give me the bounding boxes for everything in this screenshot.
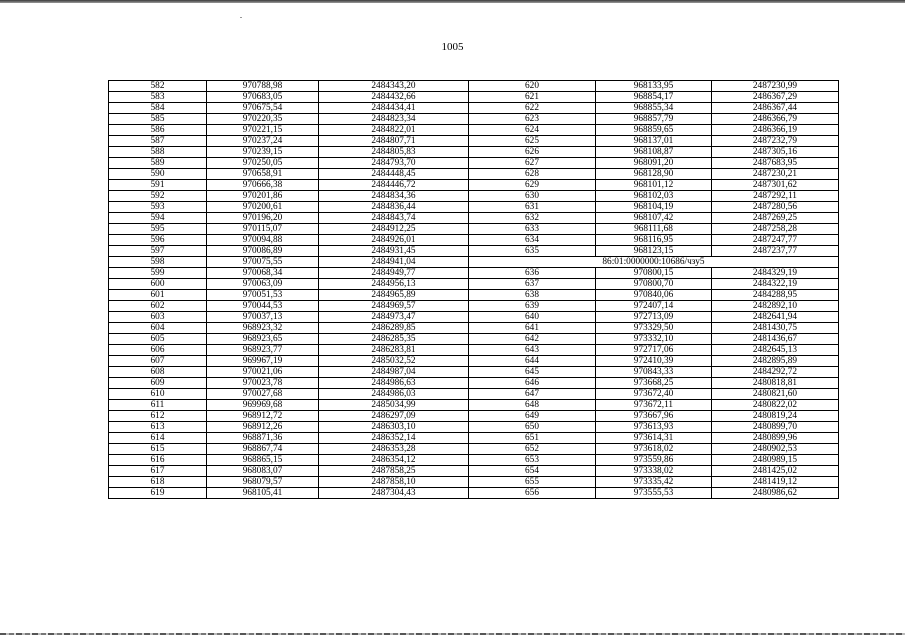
right-y-coordinate: 2484329,19: [712, 268, 839, 279]
right-y-coordinate: 2487230,99: [712, 81, 839, 92]
right-x-coordinate: 973618,02: [596, 444, 712, 455]
right-point-number: 646: [469, 378, 596, 389]
left-x-coordinate: 970201,86: [207, 191, 319, 202]
coordinates-table-body: [109, 81, 839, 499]
left-y-coordinate: 2487304,43: [319, 488, 469, 499]
table-row: [109, 103, 839, 114]
right-y-coordinate: 2487237,77: [712, 246, 839, 257]
right-point-number: 651: [469, 433, 596, 444]
table-row: [109, 125, 839, 136]
table-row: [109, 466, 839, 477]
left-y-coordinate: 2484912,25: [319, 224, 469, 235]
left-point-number: 588: [109, 147, 207, 158]
right-y-coordinate: 2481436,67: [712, 334, 839, 345]
left-point-number: 591: [109, 180, 207, 191]
right-y-coordinate: 2484292,72: [712, 367, 839, 378]
left-point-number: 611: [109, 400, 207, 411]
left-point-number: 616: [109, 455, 207, 466]
left-y-coordinate: 2484926,01: [319, 235, 469, 246]
left-point-number: 607: [109, 356, 207, 367]
left-x-coordinate: 968923,32: [207, 323, 319, 334]
left-y-coordinate: 2484836,44: [319, 202, 469, 213]
left-y-coordinate: 2484956,13: [319, 279, 469, 290]
left-x-coordinate: 970250,05: [207, 158, 319, 169]
left-x-coordinate: 970068,34: [207, 268, 319, 279]
table-row: [109, 213, 839, 224]
right-x-coordinate: 972407,14: [596, 301, 712, 312]
right-x-coordinate: 972713,09: [596, 312, 712, 323]
left-point-number: 582: [109, 81, 207, 92]
left-x-coordinate: 968871,36: [207, 433, 319, 444]
table-row: [109, 444, 839, 455]
left-y-coordinate: 2486285,35: [319, 334, 469, 345]
right-x-coordinate: 968104,19: [596, 202, 712, 213]
right-y-coordinate: 2487269,25: [712, 213, 839, 224]
left-point-number: 583: [109, 92, 207, 103]
scan-speck: [240, 17, 242, 18]
table-row: [109, 114, 839, 125]
table-row: [109, 136, 839, 147]
right-point-number: 650: [469, 422, 596, 433]
left-x-coordinate: 968923,65: [207, 334, 319, 345]
left-point-number: 615: [109, 444, 207, 455]
left-y-coordinate: 2484843,74: [319, 213, 469, 224]
left-point-number: 585: [109, 114, 207, 125]
left-x-coordinate: 970237,24: [207, 136, 319, 147]
right-y-coordinate: 2487247,77: [712, 235, 839, 246]
right-y-coordinate: 2487301,62: [712, 180, 839, 191]
left-point-number: 598: [109, 257, 207, 268]
right-x-coordinate: 968137,01: [596, 136, 712, 147]
right-y-coordinate: 2480821,60: [712, 389, 839, 400]
right-x-coordinate: 972717,06: [596, 345, 712, 356]
right-point-number: 628: [469, 169, 596, 180]
left-x-coordinate: 968083,07: [207, 466, 319, 477]
right-point-number: 654: [469, 466, 596, 477]
right-point-number: 637: [469, 279, 596, 290]
right-x-coordinate: 968857,79: [596, 114, 712, 125]
right-y-coordinate: 2487232,79: [712, 136, 839, 147]
table-row: [109, 378, 839, 389]
left-y-coordinate: 2484949,77: [319, 268, 469, 279]
table-row: [109, 235, 839, 246]
right-y-coordinate: 2480902,53: [712, 444, 839, 455]
table-row: [109, 257, 839, 268]
left-x-coordinate: 970063,09: [207, 279, 319, 290]
left-y-coordinate: 2484448,45: [319, 169, 469, 180]
right-x-coordinate: 968859,65: [596, 125, 712, 136]
right-y-coordinate: 2480822,02: [712, 400, 839, 411]
right-y-coordinate: 2487683,95: [712, 158, 839, 169]
right-point-number: 623: [469, 114, 596, 125]
left-x-coordinate: 970037,13: [207, 312, 319, 323]
left-x-coordinate: 970220,35: [207, 114, 319, 125]
left-x-coordinate: 970094,88: [207, 235, 319, 246]
right-point-number: 630: [469, 191, 596, 202]
right-x-coordinate: 968855,34: [596, 103, 712, 114]
left-y-coordinate: 2484941,04: [319, 257, 469, 268]
right-x-coordinate: 973329,50: [596, 323, 712, 334]
table-row: [109, 488, 839, 499]
right-x-coordinate: 968854,17: [596, 92, 712, 103]
parcel-section-label: 86:01:0000000:10686/чзу5: [469, 257, 839, 268]
left-y-coordinate: 2486283,81: [319, 345, 469, 356]
right-y-coordinate: 2480899,70: [712, 422, 839, 433]
table-row: [109, 455, 839, 466]
right-x-coordinate: 973667,96: [596, 411, 712, 422]
right-point-number: 644: [469, 356, 596, 367]
right-y-coordinate: 2487305,16: [712, 147, 839, 158]
right-point-number: 634: [469, 235, 596, 246]
table-row: [109, 389, 839, 400]
left-point-number: 606: [109, 345, 207, 356]
table-row: [109, 422, 839, 433]
right-y-coordinate: 2487230,21: [712, 169, 839, 180]
page-number: 1005: [441, 41, 464, 53]
left-x-coordinate: 970023,78: [207, 378, 319, 389]
left-x-coordinate: 970044,53: [207, 301, 319, 312]
left-y-coordinate: 2484965,89: [319, 290, 469, 301]
left-x-coordinate: 970788,98: [207, 81, 319, 92]
right-x-coordinate: 970800,15: [596, 268, 712, 279]
coordinates-table: [108, 80, 839, 499]
right-y-coordinate: 2480899,96: [712, 433, 839, 444]
left-point-number: 608: [109, 367, 207, 378]
right-point-number: 640: [469, 312, 596, 323]
table-row: [109, 345, 839, 356]
left-x-coordinate: 970683,05: [207, 92, 319, 103]
right-x-coordinate: 973613,93: [596, 422, 712, 433]
left-y-coordinate: 2486354,12: [319, 455, 469, 466]
right-x-coordinate: 973332,10: [596, 334, 712, 345]
table-row: [109, 81, 839, 92]
table-row: [109, 158, 839, 169]
right-point-number: 648: [469, 400, 596, 411]
left-point-number: 603: [109, 312, 207, 323]
right-y-coordinate: 2486366,19: [712, 125, 839, 136]
right-x-coordinate: 968128,90: [596, 169, 712, 180]
right-y-coordinate: 2486367,44: [712, 103, 839, 114]
right-x-coordinate: 973672,11: [596, 400, 712, 411]
right-point-number: 620: [469, 81, 596, 92]
table-row: [109, 433, 839, 444]
left-y-coordinate: 2484969,57: [319, 301, 469, 312]
right-point-number: 635: [469, 246, 596, 257]
left-point-number: 595: [109, 224, 207, 235]
right-point-number: 653: [469, 455, 596, 466]
right-point-number: 652: [469, 444, 596, 455]
right-point-number: 627: [469, 158, 596, 169]
left-x-coordinate: 970658,91: [207, 169, 319, 180]
right-point-number: 633: [469, 224, 596, 235]
right-point-number: 636: [469, 268, 596, 279]
left-y-coordinate: 2484793,70: [319, 158, 469, 169]
table-row: [109, 224, 839, 235]
left-y-coordinate: 2487858,25: [319, 466, 469, 477]
left-x-coordinate: 970675,54: [207, 103, 319, 114]
table-row: [109, 334, 839, 345]
left-y-coordinate: 2486297,09: [319, 411, 469, 422]
right-x-coordinate: 968091,20: [596, 158, 712, 169]
left-y-coordinate: 2484987,04: [319, 367, 469, 378]
left-y-coordinate: 2486352,14: [319, 433, 469, 444]
right-point-number: 625: [469, 136, 596, 147]
left-point-number: 610: [109, 389, 207, 400]
right-x-coordinate: 968123,15: [596, 246, 712, 257]
left-y-coordinate: 2485032,52: [319, 356, 469, 367]
left-y-coordinate: 2486289,85: [319, 323, 469, 334]
left-point-number: 617: [109, 466, 207, 477]
right-point-number: 643: [469, 345, 596, 356]
table-row: [109, 279, 839, 290]
left-y-coordinate: 2484973,47: [319, 312, 469, 323]
right-point-number: 631: [469, 202, 596, 213]
right-y-coordinate: 2482892,10: [712, 301, 839, 312]
table-row: [109, 202, 839, 213]
left-point-number: 590: [109, 169, 207, 180]
left-y-coordinate: 2484446,72: [319, 180, 469, 191]
right-x-coordinate: 968116,95: [596, 235, 712, 246]
right-x-coordinate: 973559,86: [596, 455, 712, 466]
table-row: [109, 290, 839, 301]
table-row: [109, 400, 839, 411]
left-y-coordinate: 2484986,03: [319, 389, 469, 400]
right-point-number: 638: [469, 290, 596, 301]
right-x-coordinate: 973338,02: [596, 466, 712, 477]
right-point-number: 621: [469, 92, 596, 103]
right-y-coordinate: 2484288,95: [712, 290, 839, 301]
right-y-coordinate: 2484322,19: [712, 279, 839, 290]
right-y-coordinate: 2481430,75: [712, 323, 839, 334]
right-y-coordinate: 2480989,15: [712, 455, 839, 466]
right-point-number: 624: [469, 125, 596, 136]
scan-edge-bottom: [0, 633, 905, 635]
right-y-coordinate: 2487280,56: [712, 202, 839, 213]
left-point-number: 614: [109, 433, 207, 444]
left-x-coordinate: 969967,19: [207, 356, 319, 367]
right-x-coordinate: 973672,40: [596, 389, 712, 400]
left-x-coordinate: 970027,68: [207, 389, 319, 400]
table-row: [109, 169, 839, 180]
left-point-number: 594: [109, 213, 207, 224]
right-point-number: 656: [469, 488, 596, 499]
right-x-coordinate: 972410,39: [596, 356, 712, 367]
left-point-number: 619: [109, 488, 207, 499]
left-point-number: 609: [109, 378, 207, 389]
left-y-coordinate: 2484823,34: [319, 114, 469, 125]
left-point-number: 596: [109, 235, 207, 246]
right-x-coordinate: 973335,42: [596, 477, 712, 488]
left-point-number: 593: [109, 202, 207, 213]
right-y-coordinate: 2482895,89: [712, 356, 839, 367]
left-y-coordinate: 2486303,10: [319, 422, 469, 433]
right-x-coordinate: 968102,03: [596, 191, 712, 202]
left-x-coordinate: 970075,55: [207, 257, 319, 268]
right-point-number: 647: [469, 389, 596, 400]
right-y-coordinate: 2480986,62: [712, 488, 839, 499]
right-x-coordinate: 968108,87: [596, 147, 712, 158]
right-point-number: 655: [469, 477, 596, 488]
left-y-coordinate: 2484805,83: [319, 147, 469, 158]
left-x-coordinate: 968912,26: [207, 422, 319, 433]
left-point-number: 605: [109, 334, 207, 345]
right-y-coordinate: 2487258,28: [712, 224, 839, 235]
left-y-coordinate: 2484822,01: [319, 125, 469, 136]
left-y-coordinate: 2484432,66: [319, 92, 469, 103]
right-x-coordinate: 968107,42: [596, 213, 712, 224]
table-row: [109, 411, 839, 422]
left-x-coordinate: 970239,15: [207, 147, 319, 158]
left-y-coordinate: 2484807,71: [319, 136, 469, 147]
left-point-number: 587: [109, 136, 207, 147]
right-y-coordinate: 2482645,13: [712, 345, 839, 356]
right-x-coordinate: 973614,31: [596, 433, 712, 444]
table-row: [109, 312, 839, 323]
left-x-coordinate: 970086,89: [207, 246, 319, 257]
table-row: [109, 147, 839, 158]
right-point-number: 645: [469, 367, 596, 378]
left-x-coordinate: 970196,20: [207, 213, 319, 224]
right-x-coordinate: 970840,06: [596, 290, 712, 301]
right-x-coordinate: 970800,70: [596, 279, 712, 290]
left-point-number: 586: [109, 125, 207, 136]
right-point-number: 639: [469, 301, 596, 312]
table-row: [109, 246, 839, 257]
table-row: [109, 356, 839, 367]
right-point-number: 629: [469, 180, 596, 191]
table-row: [109, 323, 839, 334]
table-row: [109, 268, 839, 279]
left-point-number: 592: [109, 191, 207, 202]
left-y-coordinate: 2484343,20: [319, 81, 469, 92]
left-point-number: 613: [109, 422, 207, 433]
right-y-coordinate: 2481425,02: [712, 466, 839, 477]
right-point-number: 649: [469, 411, 596, 422]
right-y-coordinate: 2481419,12: [712, 477, 839, 488]
scan-edge-top: [0, 0, 905, 3]
left-point-number: 602: [109, 301, 207, 312]
right-point-number: 622: [469, 103, 596, 114]
right-y-coordinate: 2480818,81: [712, 378, 839, 389]
right-x-coordinate: 968111,68: [596, 224, 712, 235]
left-y-coordinate: 2484434,41: [319, 103, 469, 114]
left-point-number: 604: [109, 323, 207, 334]
left-y-coordinate: 2487858,10: [319, 477, 469, 488]
right-point-number: 642: [469, 334, 596, 345]
left-x-coordinate: 968912,72: [207, 411, 319, 422]
table-row: [109, 477, 839, 488]
right-x-coordinate: 973668,25: [596, 378, 712, 389]
left-x-coordinate: 970115,07: [207, 224, 319, 235]
left-x-coordinate: 970666,38: [207, 180, 319, 191]
right-y-coordinate: 2487292,11: [712, 191, 839, 202]
left-x-coordinate: 968865,15: [207, 455, 319, 466]
left-point-number: 597: [109, 246, 207, 257]
table-row: [109, 367, 839, 378]
left-x-coordinate: 970021,06: [207, 367, 319, 378]
left-x-coordinate: 968867,74: [207, 444, 319, 455]
right-point-number: 626: [469, 147, 596, 158]
right-x-coordinate: 970843,33: [596, 367, 712, 378]
right-y-coordinate: 2480819,24: [712, 411, 839, 422]
left-point-number: 600: [109, 279, 207, 290]
left-y-coordinate: 2485034,99: [319, 400, 469, 411]
left-x-coordinate: 968923,77: [207, 345, 319, 356]
left-x-coordinate: 970051,53: [207, 290, 319, 301]
left-y-coordinate: 2484931,45: [319, 246, 469, 257]
table-row: [109, 180, 839, 191]
left-point-number: 584: [109, 103, 207, 114]
left-x-coordinate: 970200,61: [207, 202, 319, 213]
left-point-number: 601: [109, 290, 207, 301]
table-row: [109, 92, 839, 103]
right-x-coordinate: 968101,12: [596, 180, 712, 191]
table-row: [109, 191, 839, 202]
right-point-number: 641: [469, 323, 596, 334]
left-x-coordinate: 968105,41: [207, 488, 319, 499]
left-point-number: 618: [109, 477, 207, 488]
left-y-coordinate: 2486353,28: [319, 444, 469, 455]
left-point-number: 589: [109, 158, 207, 169]
left-y-coordinate: 2484986,63: [319, 378, 469, 389]
table-row: [109, 301, 839, 312]
left-x-coordinate: 968079,57: [207, 477, 319, 488]
right-point-number: 632: [469, 213, 596, 224]
left-x-coordinate: 969969,68: [207, 400, 319, 411]
right-y-coordinate: 2486367,29: [712, 92, 839, 103]
left-point-number: 612: [109, 411, 207, 422]
right-x-coordinate: 973555,53: [596, 488, 712, 499]
left-point-number: 599: [109, 268, 207, 279]
right-y-coordinate: 2482641,94: [712, 312, 839, 323]
left-x-coordinate: 970221,15: [207, 125, 319, 136]
right-y-coordinate: 2486366,79: [712, 114, 839, 125]
left-y-coordinate: 2484834,36: [319, 191, 469, 202]
right-x-coordinate: 968133,95: [596, 81, 712, 92]
